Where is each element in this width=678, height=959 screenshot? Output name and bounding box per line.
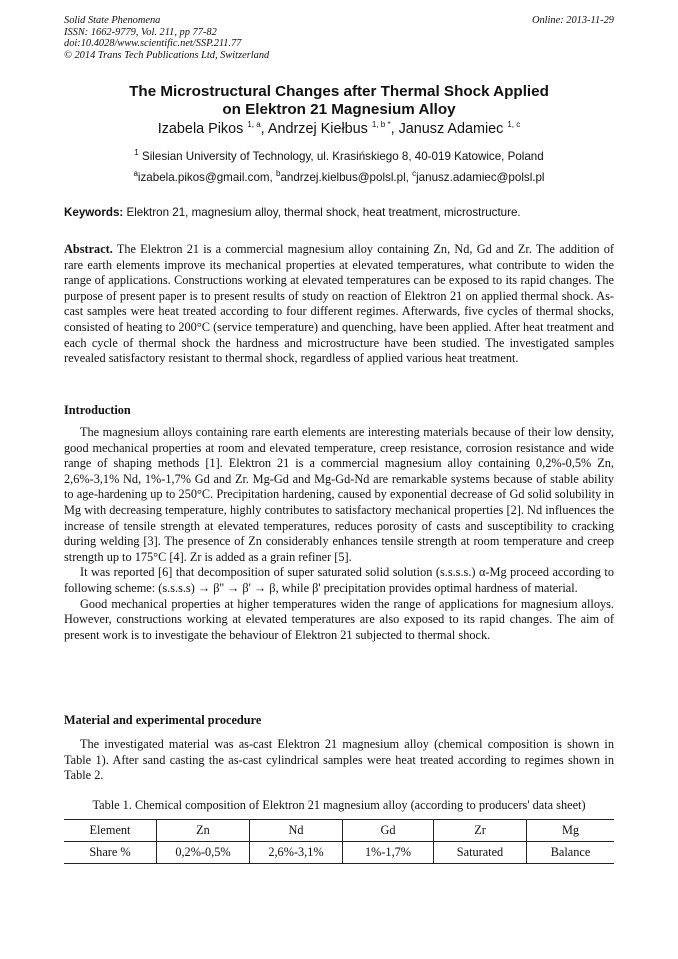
table-header-cell: Mg [527,820,615,842]
email-mark: c [412,169,417,179]
keywords [64,206,521,219]
paragraph: Good mechanical properties at higher temperatures widen the range of applications for magnesium alloys. However, constructions working at elevated temperatures are also exposed to its rapid changes. The aim of present work is to investigate the behaviour of Elektron 21 subjected to thermal shock. [64,596,614,642]
email-list [40,171,638,184]
table-cell: 2,6%-3,1% [250,842,343,864]
section-heading-material: Material and experimental procedure [64,713,262,727]
abstract [64,242,614,367]
abstract-label: Abstract. [64,242,113,256]
affiliation-mark: 1 [134,148,139,158]
author-name: Andrzej Kiełbus [267,121,368,137]
keywords-text: Elektron 21, magnesium alloy, thermal shock, heat treatment, microstructure. [123,206,521,219]
introduction-body [64,425,614,643]
table-caption: Table 1. Chemical composition of Elektron 21 magnesium alloy (according to producers' data sheet) [92,798,586,812]
affiliation [40,150,638,163]
journal-name: Solid State Phenomena [64,15,161,26]
affiliation-text: Silesian University of Technology, ul. Krasińskiego 8, 40-019 Katowice, Poland [141,150,544,163]
abstract-text: The Elektron 21 is a commercial magnesium alloy containing Zn, Nd, Gd and Zr. The addition of rare earth elements improve its mechanical properties at elevated temperatures, what contribute to widen the range of applications. Constructions working at elevated temperatures can be exposed to its rapid changes. The purpose of present paper is to present results of study on reaction of Elektron 21 on applied thermal shock. As-cast samples were heat treated according to four different regimes. Afterwards, five cycles of thermal shocks, consisted of heating to 200°C (service temperature) and quenching, have been applied. After heat treatment and each cycle of thermal shock the hardness and microstructure have been studied. The investigated samples revealed satisfactory resistant to thermal shock, regardless of applied various heat treatment. [64,242,614,366]
table-header-cell: Zr [434,820,527,842]
author-affil-mark: 1, b * [371,120,391,130]
author-affil-mark: 1, a [247,120,261,130]
author-affil-mark: 1, c [507,120,521,130]
table-header-row [64,820,614,842]
issn-line: ISSN: 1662-9779, Vol. 211, pp 77-82 [64,26,217,38]
paragraph: The magnesium alloys containing rare earth elements are interesting materials because of their low density, good mechanical properties at room and elevated temperature, creep resistance, corrosion resistance and wide range of shaping methods [1]. Elektron 21 is a commercial magnesium alloy containing 0,2%-0,5% Zn, 2,6%-3,1% Nd, 1%-1,7% Gd and Zr. Mg-Gd and Mg-Gd-Nd are remarkable systems because of stable ability to age-hardening up to 250°C. Precipitation hardening, caused by exponential decrease of Gd solid solubility in Mg with decreasing temperature, highly contributes to satisfactory mechanical properties [2]. Nd influences the increase of tensile strength at elevated temperatures, reduces porosity of casts and susceptibility to cracking during welding [3]. The presence of Zn considerably enhances tensile strength at room temperature and creep strength up to 175°C [4]. Zr is added as a grain refiner [5]. [64,425,614,564]
table-header-cell: Gd [343,820,434,842]
keywords-label: Keywords: [64,206,124,219]
table-cell: 0,2%-0,5% [157,842,250,864]
paragraph: It was reported [6] that decomposition of super saturated solid solution (s.s.s.s.) α-Mg proceed according to following scheme: (s.s.s.s) → β'' → β' → β, while β' precipitation provides optimal hardness of material. [64,565,614,595]
table-cell: Share % [64,842,157,864]
table-cell: Balance [527,842,615,864]
author-list: Izabela Pikos $^{1, a}$, Andrzej Kiełbus $^{1, b *}$, Janusz Adamiec $^{1, c}$ [157,120,521,137]
table-row [64,842,614,864]
material-body [64,737,614,784]
email-link[interactable]: andrzej.kielbus@polsl.pl, [280,171,413,184]
doi-line[interactable]: doi:10.4028/www.scientific.net/SSP.211.77 [64,38,242,50]
composition-table [64,819,614,864]
online-date: Online: 2013-11-29 [531,15,614,26]
author-name: Izabela Pikos [157,121,244,137]
table-cell: Saturated [434,842,527,864]
table-cell: 1%-1,7% [343,842,434,864]
table-header-cell: Nd [250,820,343,842]
email-mark: b [276,169,281,179]
journal-header [64,15,269,61]
title-line-1: The Microstructural Changes after Thermal Shock Applied [129,83,549,100]
email-link[interactable]: izabela.pikos@gmail.com, [137,171,276,184]
email-mark: a [133,169,138,179]
paper-title [40,83,638,119]
copyright-line: © 2014 Trans Tech Publications Ltd, Switzerland [64,49,270,61]
title-line-2: on Elektron 21 Magnesium Alloy [222,101,456,118]
section-heading-introduction: Introduction [64,403,131,417]
paragraph: The investigated material was as-cast Elektron 21 magnesium alloy (chemical composition is shown in Table 1). After sand casting the as-cast cylindrical samples were heat treated according to regimes shown in Table 2. [64,737,614,783]
email-link[interactable]: janusz.adamiec@polsl.pl [416,171,545,184]
table-header-cell: Element [64,820,157,842]
table-header-cell: Zn [157,820,250,842]
author-name: Janusz Adamiec [398,121,504,137]
